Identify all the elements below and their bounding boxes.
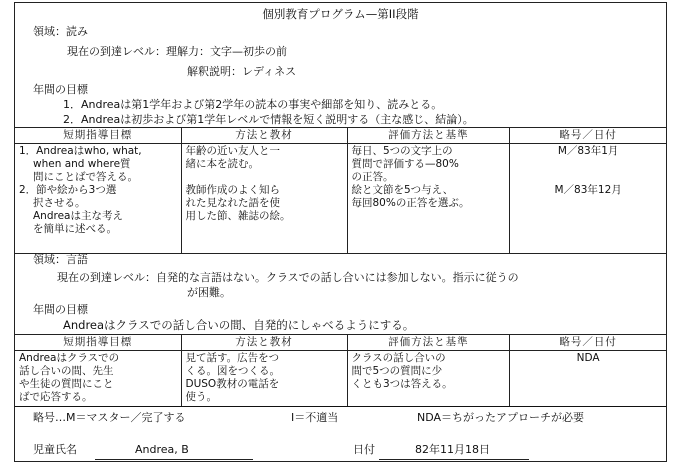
method-line: れた見なれた語を使 [185, 197, 280, 209]
table-header-row [15, 335, 666, 351]
language-objectives-table [15, 334, 666, 407]
method-line: 教師作成のよく知ら [185, 184, 280, 196]
header-evaluation: 評価方法と基準 [347, 335, 510, 351]
document-title: 個別教育プログラム—第II段階 [262, 7, 419, 21]
objective-line: when and where質 [33, 158, 131, 170]
code-date-value: M／83年12月 [554, 184, 622, 196]
objective-line: 2．節や絵から3つ選 [19, 184, 117, 196]
header-method: 方法と教材 [181, 128, 347, 144]
reading-goal-1: 1．Andreaは第1学年および第2学年の読本の事実や細部を知り、読みとる。 [63, 98, 443, 111]
reading-annual-goals-label: 年間の目標 [33, 83, 88, 96]
language-goal: Andreaはクラスでの話し合いの間、自発的にしゃべるようにする。 [63, 318, 415, 332]
evaluation-line: くとも3つは答える。 [351, 378, 453, 390]
student-name-value: Andrea, B [135, 443, 189, 456]
code-date-cell [510, 144, 666, 254]
evaluation-line: 絵と文節を5つ与え、 [351, 184, 454, 196]
objective-line: 1．Andreaはwho, what, [19, 145, 142, 157]
evaluation-line: 毎日、5つの文字上の [351, 145, 453, 157]
method-cell [181, 144, 347, 254]
objective-cell [15, 144, 181, 254]
method-line: DUSO教材の電話を [185, 378, 280, 390]
header-method: 方法と教材 [181, 335, 347, 351]
method-line: くる。図をつくる。 [185, 365, 280, 377]
code-date-value: NDA [576, 352, 600, 364]
legend-nda: NDA＝ちがったアプローチが必要 [417, 411, 585, 424]
table-row [15, 351, 666, 407]
objective-line: を簡単に述べる。 [33, 223, 117, 235]
reading-goal-2: 2．Andreaは初歩および第1学年レベルで情報を短く説明する（主な感じ、結論）。 [63, 113, 474, 126]
evaluation-line: 毎回80%の正答を選ぶ。 [351, 197, 470, 209]
header-evaluation: 評価方法と基準 [347, 128, 510, 144]
evaluation-line: の正答。 [351, 171, 394, 183]
student-name-label: 児童氏名 [33, 443, 77, 456]
evaluation-line: 間で5つの質問に少 [351, 365, 443, 377]
header-objective: 短期指導目標 [15, 335, 181, 351]
evaluation-line: クラスの話し合いの [351, 352, 446, 364]
method-line: 使う。 [185, 391, 217, 403]
header-code-date: 略号／日付 [510, 335, 666, 351]
evaluation-cell [347, 144, 510, 254]
language-current-level-cont: が困難。 [187, 286, 231, 299]
iep-document [14, 2, 667, 462]
language-current-level: 現在の到達レベル：自発的な言語はない。クラスでの話し合いには参加しない。指示に従うの [57, 271, 519, 284]
method-cell [181, 351, 347, 407]
method-line: 緒に本を読む。 [185, 158, 259, 170]
objective-line: 択させる。 [33, 197, 86, 209]
date-value: 82年11月18日 [415, 443, 490, 456]
language-domain-label: 領域：言語 [33, 253, 88, 266]
objective-cell [15, 351, 181, 407]
code-date-value: M／83年1月 [557, 145, 619, 157]
table-header-row [15, 128, 666, 144]
date-label: 日付 [353, 443, 375, 456]
student-name-underline [95, 459, 253, 460]
method-line: 年齢の近い友人と一 [185, 145, 280, 157]
header-code-date: 略号／日付 [510, 128, 666, 144]
legend-mastery: 略号…M＝マスター／完了する [33, 411, 186, 424]
legend-inappropriate: I＝不適当 [291, 411, 339, 424]
legend-divider [15, 406, 666, 407]
objective-line: Andreaは主な考え [33, 210, 123, 222]
objective-line: ばで応答する。 [19, 391, 93, 403]
table-row [15, 144, 666, 254]
objective-line: 話し合いの間、先生 [19, 365, 114, 377]
method-line: 見て話す。広告をつ [185, 352, 280, 364]
date-underline [379, 459, 529, 460]
reading-objectives-table [15, 127, 666, 254]
evaluation-line: 質問で評価する—80% [351, 158, 459, 170]
reading-interpretation: 解釈説明：レディネス [187, 65, 297, 78]
objective-line: 問にことばで答える。 [33, 171, 138, 183]
objective-line: Andreaはクラスでの [19, 352, 120, 364]
reading-domain-label: 領域：読み [33, 25, 88, 38]
header-objective: 短期指導目標 [15, 128, 181, 144]
code-date-cell [510, 351, 666, 407]
language-annual-goals-label: 年間の目標 [33, 303, 88, 316]
evaluation-cell [347, 351, 510, 407]
method-line: 用した節、雑誌の絵。 [185, 210, 291, 222]
reading-current-level: 現在の到達レベル：理解力：文字—初歩の前 [67, 45, 287, 58]
objective-line: や生徒の質問にこと [19, 378, 114, 390]
